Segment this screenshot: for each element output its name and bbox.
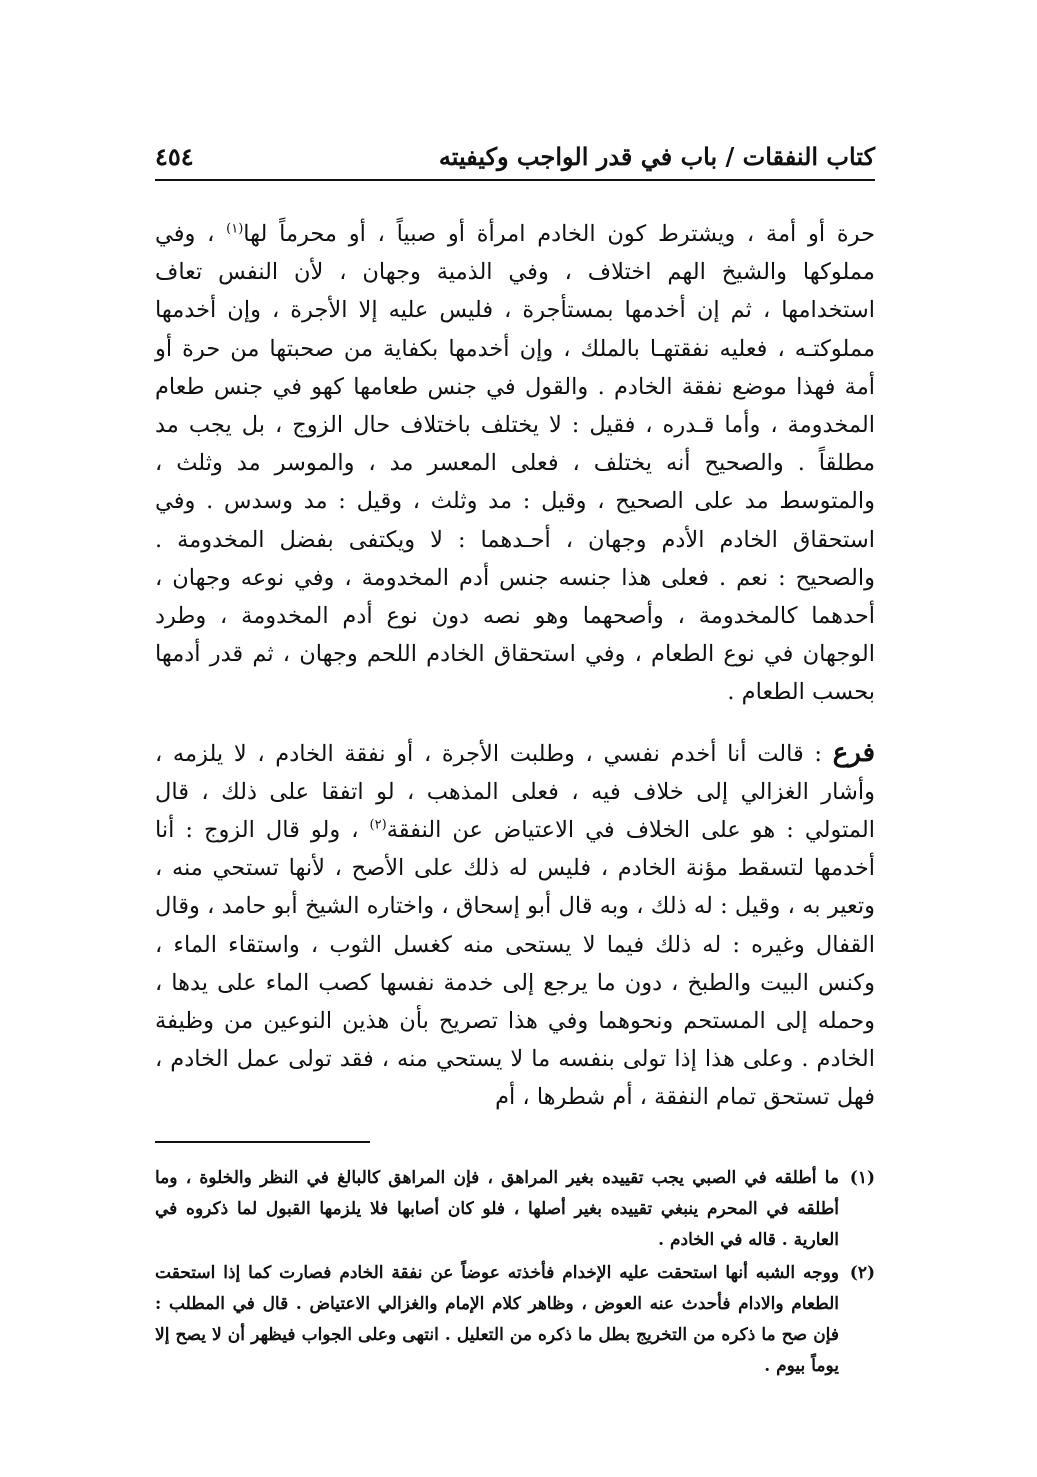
paragraph-gap <box>155 712 875 734</box>
paragraph-2 <box>155 734 875 1117</box>
page-number: ٤٥٤ <box>155 141 194 171</box>
paragraph-1-part-2: ، وفي مملوكها والشيخ الهم اختلاف ، وفي الذمية وجهان ، لأن النفس تعاف استخدامها ، ثم إن أخدمها بمستأجرة ، فليس عليه إلا الأجرة ، وإن أخدمها مملوكتـه ، فعليه نفقتهـا بالملك ، وإن أخدمها بكفاية من صحبتها من حرة أو أمة فهذا موضع نفقة الخادم . والقول في جنس طعامها كهو في جنس طعام المخدومة ، وأما قـدره ، فقيل : لا يختلف باختلاف حال الزوج ، بل يجب مد مطلقاً . والصحيح أنه يختلف ، فعلى المعسر مد ، والموسر مد وثلث ، والمتوسط مد على الصحيح ، وقيل : مد وثلث ، وقيل : مد وسدس . وفي استحقاق الخادم الأدم وجهان ، أحـدهما : لا ويكتفى بفضل المخدومة . والصحيح : نعم . فعلى هذا جنسه جنس أدم المخدومة ، وفي نوعه وجهان ، أحدهما كالمخدومة ، وأصحهما وهو نصه دون نوع أدم المخدومة ، وطرد الوجهان في نوع الطعام ، وفي استحقاق الخادم اللحم وجهان ، ثم قدر أدمها بحسب الطعام . <box>155 221 875 706</box>
book-title: كتاب النفقات / باب في قدر الواجب وكيفيته <box>438 141 875 171</box>
footnote-2 <box>155 1258 875 1382</box>
paragraph-1 <box>155 215 875 712</box>
footnotes <box>155 1163 875 1382</box>
footnote-2-number: (٢) <box>849 1262 875 1283</box>
footnote-1 <box>155 1163 875 1256</box>
footnote-separator-wrap <box>155 1117 875 1143</box>
paragraph-1-part-1: حرة أو أمة ، ويشترط كون الخادم امرأة أو صبياً ، أو محرماً لها <box>243 221 875 247</box>
footnote-2-text: ووجه الشبه أنها استحقت عليه الإخدام فأخذته عوضاً عن نفقة الخادم فصارت كما إذا استحقت الطعام والادام فأحدث عنه العوض ، وظاهر كلام الإمام والغزالي الاعتياض . قال في المطلب : فإن صح ما ذكره من التخريج بطل ما ذكره من التعليل . انتهى وعلى الجواب فيظهر أن لا يصح إلا يوماً بيوم . <box>155 1262 839 1376</box>
main-text <box>155 215 875 1117</box>
paragraph-2-part-2: ، ولو قال الزوج : أنا أخدمها لتسقط مؤنة الخادم ، فليس له ذلك على الأصح ، لأنها تستحي منه ، وتعير به ، وقيل : له ذلك ، وبه قال أبو إسحاق ، واختاره الشيخ أبو حامد ، وقال القفال وغيره : له ذلك فيما لا يستحى منه كغسل الثوب ، واستقاء الماء ، وكنس البيت والطبخ ، دون ما يرجع إلى خدمة نفسها كصب الماء على يدها ، وحمله إلى المستحم ونحوهما وفي هذا تصريح بأن هذين النوعين من وظيفة الخادم . وعلى هذا إذا تولى بنفسه ما لا يستحي منه ، فقد تولى عمل الخادم ، فهل تستحق تمام النفقة ، أم شطرها ، أم <box>155 817 875 1111</box>
footnote-separator <box>155 1141 370 1143</box>
section-heading-far: فرع <box>832 737 875 768</box>
footnote-ref-2[interactable]: (٢) <box>369 817 387 833</box>
running-header <box>155 135 875 181</box>
footnote-1-text: ما أطلقه في الصبي يجب تقييده بغير المراهق ، فإن المراهق كالبالغ في النظر والخلوة ، وما أطلقه في المحرم ينبغي تقييده بغير أصلها ، فلو كان أصابها فلا يلزمها القبول لما ذكروه في العارية . قاله في الخادم . <box>155 1167 839 1250</box>
footnote-1-number: (١) <box>849 1167 875 1188</box>
paragraph-2-part-1: : قالت أنا أخدم نفسي ، وطلبت الأجرة ، أو نفقة الخادم ، لا يلزمه ، وأشار الغزالي إلى خلاف فيه ، فعلى المذهب ، لو اتفقا على ذلك ، قال المتولي : هو على الخلاف في الاعتياض عن النفقة <box>155 740 875 844</box>
book-page <box>155 135 875 1384</box>
footnote-ref-1[interactable]: (١) <box>226 221 244 237</box>
